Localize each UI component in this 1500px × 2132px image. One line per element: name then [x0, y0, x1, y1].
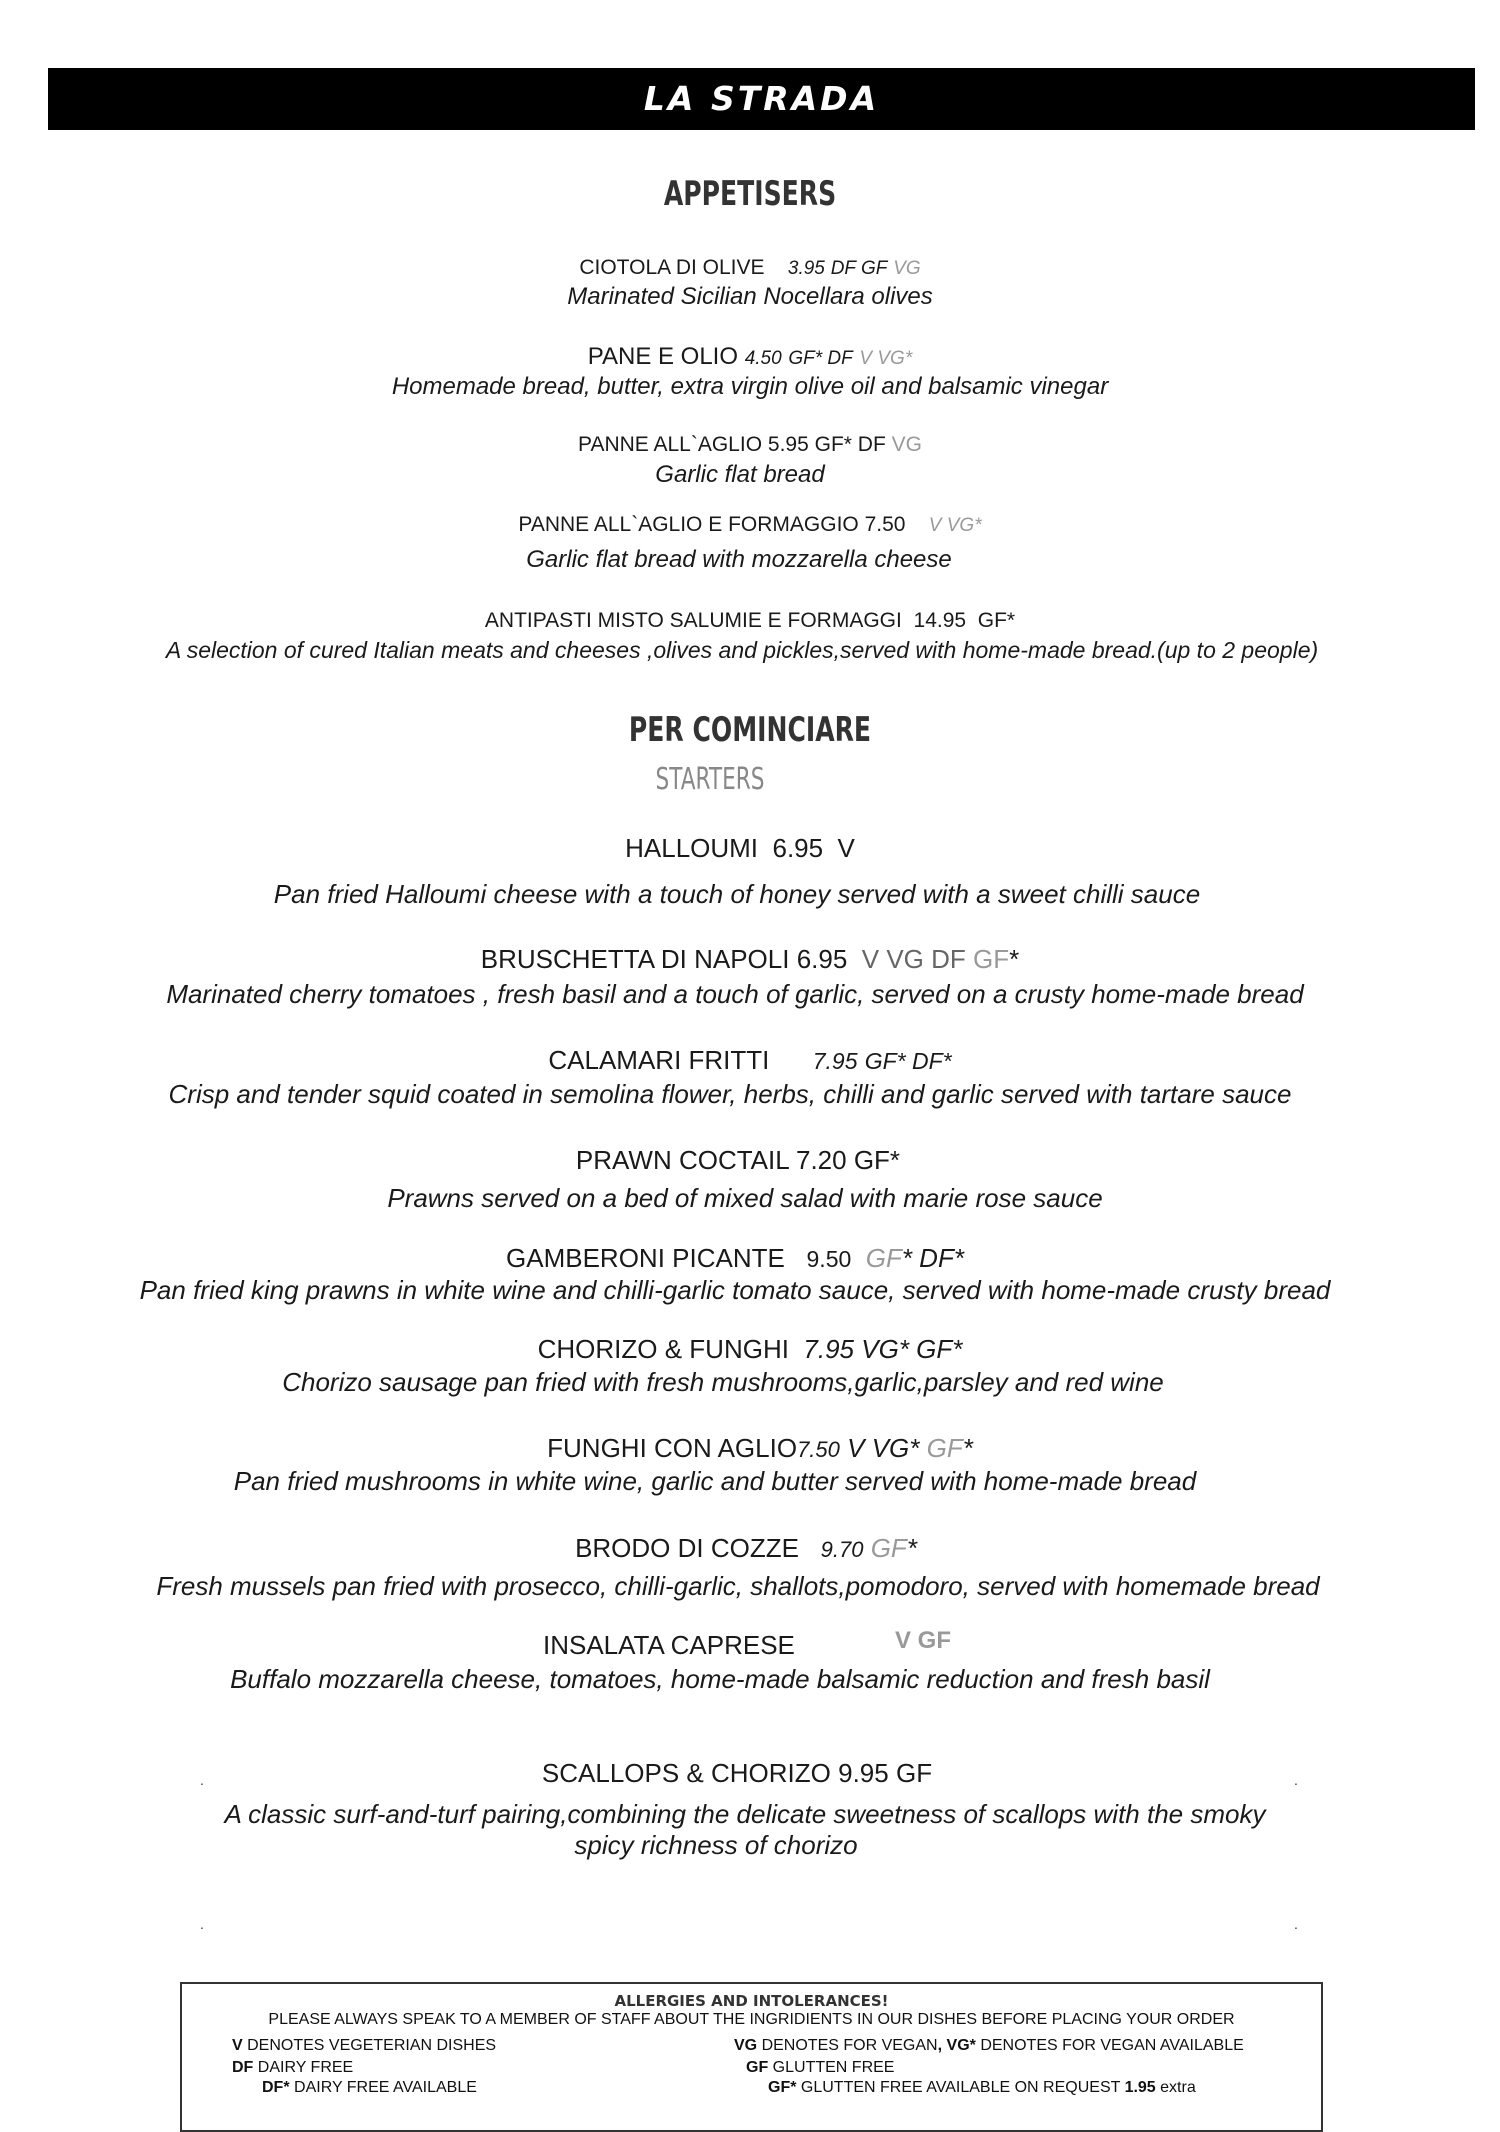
item-tags-tail: * [906, 1533, 917, 1563]
decorative-dot: . [200, 1916, 204, 1932]
item-tags: GF [895, 1758, 933, 1788]
menu-item-heading [0, 833, 1490, 864]
menu-item-description: Marinated cherry tomatoes , fresh basil and a touch of garlic, served on a crusty home-made bread [166, 979, 1304, 1009]
item-name: PANNE ALL`AGLIO E FORMAGGIO [518, 513, 859, 536]
menu-item-heading [0, 1334, 1500, 1365]
menu-item-heading [0, 513, 1500, 537]
item-price: 5.95 [767, 433, 809, 456]
decorative-dot: . [200, 1772, 204, 1788]
allergies-title: ALLERGIES AND INTOLERANCES! [614, 1992, 889, 2010]
menu-item-description: Crisp and tender squid coated in semolina flower, herbs, chilli and garlic served with tartare sauce [168, 1079, 1292, 1109]
item-price: 3.95 [787, 258, 825, 279]
legend-gf-star: GF* GLUTTEN FREE AVAILABLE ON REQUEST 1.95 extra [768, 2079, 1196, 2096]
item-price: 9.70 [820, 1537, 864, 1562]
menu-item-description: Pan fried Halloumi cheese with a touch of honey served with a sweet chilli sauce [273, 879, 1201, 909]
item-price: 6.95 [772, 833, 824, 863]
item-name: PRAWN COCTAIL [575, 1145, 789, 1175]
menu-item-description: Prawns served on a bed of mixed salad with marie rose sauce [387, 1183, 1103, 1213]
menu-item-heading [0, 609, 1500, 633]
menu-item-description: Chorizo sausage pan fried with fresh mushrooms,garlic,parsley and red wine [282, 1367, 1164, 1397]
item-tags-grey: V GF [895, 1627, 952, 1654]
item-tags: GF* [853, 1145, 901, 1175]
item-tags-grey: V VG* [859, 348, 913, 369]
menu-item-heading [0, 256, 1500, 280]
menu-item-heading [0, 1045, 1500, 1076]
decorative-dot: . [1294, 1916, 1298, 1932]
menu-item-heading [0, 343, 1500, 371]
allergies-notice: PLEASE ALWAYS SPEAK TO A MEMBER OF STAFF ABOUT THE INGRIDIENTS IN OUR DISHES BEFORE PLACING YOUR ORDER [268, 2011, 1235, 2028]
menu-item-description: Fresh mussels pan fried with prosecco, chilli-garlic, shallots,pomodoro, served with homemade bread [156, 1571, 1320, 1601]
item-name: CIOTOLA DI OLIVE [579, 256, 765, 279]
menu-item-description: A classic surf-and-turf pairing,combining the delicate sweetness of scallops with the smoky [224, 1799, 1266, 1829]
menu-item-heading [10, 1433, 1500, 1464]
item-name: CHORIZO & FUNGHI [537, 1334, 789, 1364]
menu-item-description: Buffalo mozzarella cheese, tomatoes, home-made balsamic reduction and fresh basil [230, 1664, 1210, 1694]
menu-item-heading [0, 944, 1500, 975]
item-tags: DF GF [830, 258, 888, 279]
menu-item-description: Pan fried king prawns in white wine and chilli-garlic tomato sauce, served with home-made crusty bread [139, 1275, 1331, 1305]
item-tags: V VG DF [861, 944, 966, 974]
item-tags: VG* GF* [861, 1334, 963, 1364]
legend-df: DF DAIRY FREE [232, 2059, 354, 2076]
item-name: GAMBERONI PICANTE [506, 1243, 785, 1273]
item-tags-grey: VG [891, 433, 922, 456]
item-tags-grey: GF [865, 1243, 902, 1273]
item-price: 14.95 [913, 609, 967, 632]
item-price: 7.50 [797, 1437, 840, 1462]
item-name: CALAMARI FRITTI [548, 1045, 770, 1075]
item-name: PANNE ALL`AGLIO [578, 433, 763, 456]
item-tags: GF* DF [814, 433, 886, 456]
menu-item-heading [0, 1533, 1496, 1564]
section-subtitle-starters: STARTERS [655, 762, 765, 797]
item-tags-grey: VG [893, 258, 921, 279]
menu-item-description: Garlic flat bread with mozzarella cheese [526, 546, 952, 573]
item-price: 4.50 [744, 348, 782, 369]
item-name: FUNGHI CON AGLIO [547, 1433, 798, 1463]
menu-item-description: Pan fried mushrooms in white wine, garlic and butter served with home-made bread [233, 1466, 1197, 1496]
restaurant-title-banner: LA STRADA [48, 68, 1475, 130]
allergies-notice-box [180, 1982, 1323, 2132]
legend-v: V DENOTES VEGETERIAN DISHES [232, 2037, 497, 2054]
item-tags-grey: GF [870, 1533, 907, 1563]
item-tags: GF* [977, 609, 1016, 632]
item-price: 7.95 [803, 1334, 855, 1364]
item-price: 6.95 [796, 944, 848, 974]
item-tags: V [837, 833, 855, 863]
section-title-appetisers: APPETISERS [663, 174, 837, 214]
item-tags-tail: * DF* [901, 1243, 964, 1273]
menu-item-heading [0, 1145, 1488, 1176]
section-title-starters: PER COMINCIARE [628, 710, 872, 750]
item-price: 7.50 [864, 513, 906, 536]
item-name: HALLOUMI [625, 833, 759, 863]
menu-item-description: Marinated Sicilian Nocellara olives [567, 283, 933, 310]
menu-item-heading [0, 1758, 1487, 1789]
menu-item-heading [0, 433, 1500, 457]
menu-item-description-continued: spicy richness of chorizo [574, 1830, 858, 1860]
menu-item-description: A selection of cured Italian meats and cheeses ,olives and pickles,served with home-made bread.(up to 2 people) [165, 637, 1319, 663]
item-price: 7.95 [812, 1048, 858, 1074]
item-price: 7.20 [795, 1145, 847, 1175]
item-tags: V VG* [847, 1433, 920, 1463]
item-tags-tail: * [1009, 944, 1020, 974]
item-tags-grey: GF [926, 1433, 963, 1463]
item-tags-grey: V VG* [928, 515, 982, 536]
menu-item-description: Garlic flat bread [655, 461, 825, 488]
menu-item-description: Homemade bread, butter, extra virgin olive oil and balsamic vinegar [391, 373, 1109, 400]
decorative-dot: . [1294, 1772, 1298, 1788]
item-name: INSALATA CAPRESE [543, 1630, 795, 1660]
item-price: 9.50 [806, 1246, 852, 1272]
item-tags: GF* DF* [864, 1048, 952, 1074]
item-tags: GF* DF [788, 348, 853, 369]
item-price: 9.95 [838, 1758, 889, 1788]
item-tags-grey: GF [973, 944, 1010, 974]
item-tags-tail: * [962, 1433, 973, 1463]
legend-gf: GF GLUTTEN FREE [746, 2059, 895, 2076]
item-name: BRUSCHETTA DI NAPOLI [480, 944, 790, 974]
item-name: PANE E OLIO [587, 343, 739, 370]
legend-vg: VG DENOTES FOR VEGAN, VG* DENOTES FOR VEGAN AVAILABLE [734, 2037, 1244, 2054]
menu-item-heading [0, 1243, 1485, 1274]
item-name: ANTIPASTI MISTO SALUMIE E FORMAGGI [484, 609, 902, 632]
item-name: BRODO DI COZZE [575, 1533, 799, 1563]
legend-df-star: DF* DAIRY FREE AVAILABLE [262, 2079, 477, 2096]
item-name: SCALLOPS & CHORIZO [541, 1758, 831, 1788]
